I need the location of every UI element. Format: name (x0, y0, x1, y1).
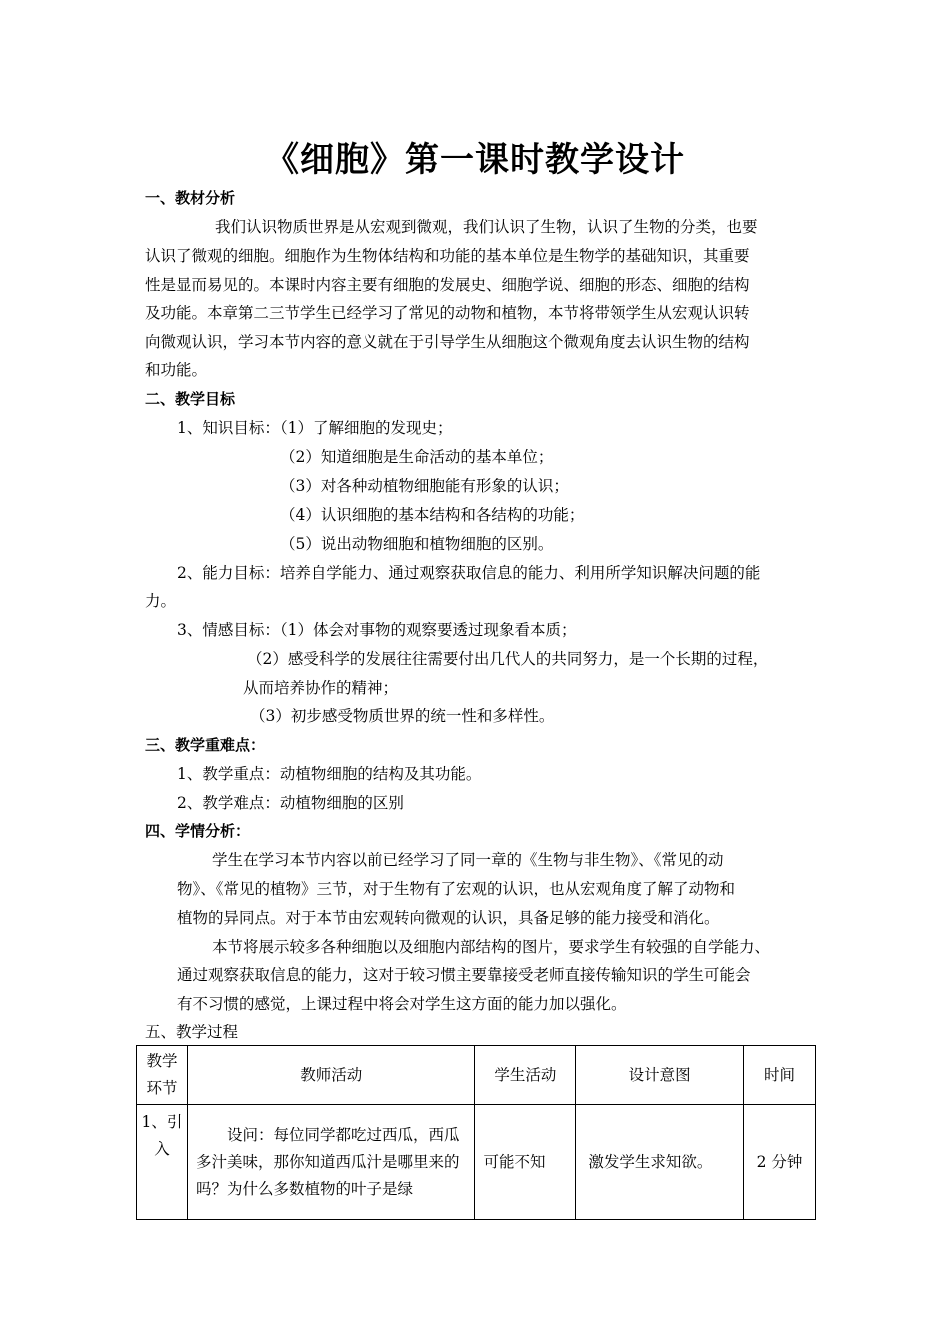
paragraph-line: 认识了微观的细胞。细胞作为生物体结构和功能的基本单位是生物学的基础知识，其重要 (145, 247, 750, 265)
header-stage: 教学环节 (137, 1046, 188, 1105)
cell-intent: 激发学生求知欲。 (576, 1105, 744, 1220)
paragraph-line: 有不习惯的感觉，上课过程中将会对学生这方面的能力加以强化。 (177, 995, 627, 1013)
knowledge-goal-1: 1、知识目标：（1）了解细胞的发现史； (177, 419, 453, 437)
emotion-goal-2: （2）感受科学的发展往往需要付出几代人的共同努力，是一个长期的过程， (247, 650, 769, 668)
knowledge-goal-4: （4）认识细胞的基本结构和各结构的功能； (280, 506, 585, 524)
ability-goal: 2、能力目标：培养自学能力、通过观察获取信息的能力、利用所学知识解决问题的能 (177, 564, 761, 582)
paragraph-line: 本节将展示较多各种细胞以及细胞内部结构的图片，要求学生有较强的自学能力、 (212, 938, 771, 956)
paragraph-line: 和功能。 (145, 361, 208, 379)
knowledge-goal-2: （2）知道细胞是生命活动的基本单位； (280, 448, 554, 466)
paragraph-line: 植物的异同点。对于本节由宏观转向微观的认识，具备足够的能力接受和消化。 (177, 909, 720, 927)
document-title: 《细胞》第一课时教学设计 (265, 140, 685, 180)
section-heading-goals: 二、教学目标 (145, 390, 236, 408)
emotion-goal-2-cont: 从而培养协作的精神； (243, 679, 399, 697)
cell-teacher: 设问：每位同学都吃过西瓜，西瓜多汁美味，那你知道西瓜汁是哪里来的吗？为什么多数植物的叶子是绿 (187, 1105, 475, 1220)
table-header-row (137, 1046, 816, 1105)
paragraph-line: 我们认识物质世界是从宏观到微观，我们认识了生物，认识了生物的分类，也要 (215, 218, 758, 236)
paragraph-line: 及功能。本章第二三节学生已经学习了常见的动物和植物，本节将带领学生从宏观认识转 (145, 304, 750, 322)
difficult-point: 2、教学难点：动植物细胞的区别 (177, 794, 404, 812)
table-row (137, 1105, 816, 1220)
paragraph-line: 通过观察获取信息的能力，这对于较习惯主要靠接受老师直接传输知识的学生可能会 (177, 966, 751, 984)
header-student: 学生活动 (475, 1046, 576, 1105)
section-heading-learner-analysis: 四、学情分析： (145, 822, 251, 840)
paragraph-line: 物》、《常见的植物》三节，对于生物有了宏观的认识，也从宏观角度了解了动物和 (177, 880, 736, 898)
emotion-goal-1: 3、情感目标：（1）体会对事物的观察要透过现象看本质； (177, 621, 577, 639)
emotion-goal-3: （3）初步感受物质世界的统一性和多样性。 (250, 707, 555, 725)
ability-goal-cont: 力。 (145, 592, 177, 610)
knowledge-goal-3: （3）对各种动植物细胞能有形象的认识； (280, 477, 569, 495)
header-time: 时间 (744, 1046, 816, 1105)
section-heading-process: 五、教学过程 (145, 1023, 239, 1041)
paragraph-line: 学生在学习本节内容以前已经学习了同一章的《生物与非生物》、《常见的动 (212, 851, 724, 869)
process-table (136, 1045, 816, 1220)
section-heading-material: 一、教材分析 (145, 189, 236, 207)
paragraph-line: 向微观认识，学习本节内容的意义就在于引导学生从细胞这个微观角度去认识生物的结构 (145, 333, 750, 351)
header-intent: 设计意图 (576, 1046, 744, 1105)
paragraph-line: 性是显而易见的。本课时内容主要有细胞的发展史、细胞学说、细胞的形态、细胞的结构 (145, 276, 750, 294)
cell-stage: 1、引入 (137, 1105, 188, 1220)
header-teacher: 教师活动 (187, 1046, 475, 1105)
cell-student: 可能不知 (475, 1105, 576, 1220)
key-point: 1、教学重点：动植物细胞的结构及其功能。 (177, 765, 482, 783)
cell-time: 2 分钟 (744, 1105, 816, 1220)
knowledge-goal-5: （5）说出动物细胞和植物细胞的区别。 (280, 535, 554, 553)
section-heading-key-points: 三、教学重难点： (145, 736, 266, 754)
